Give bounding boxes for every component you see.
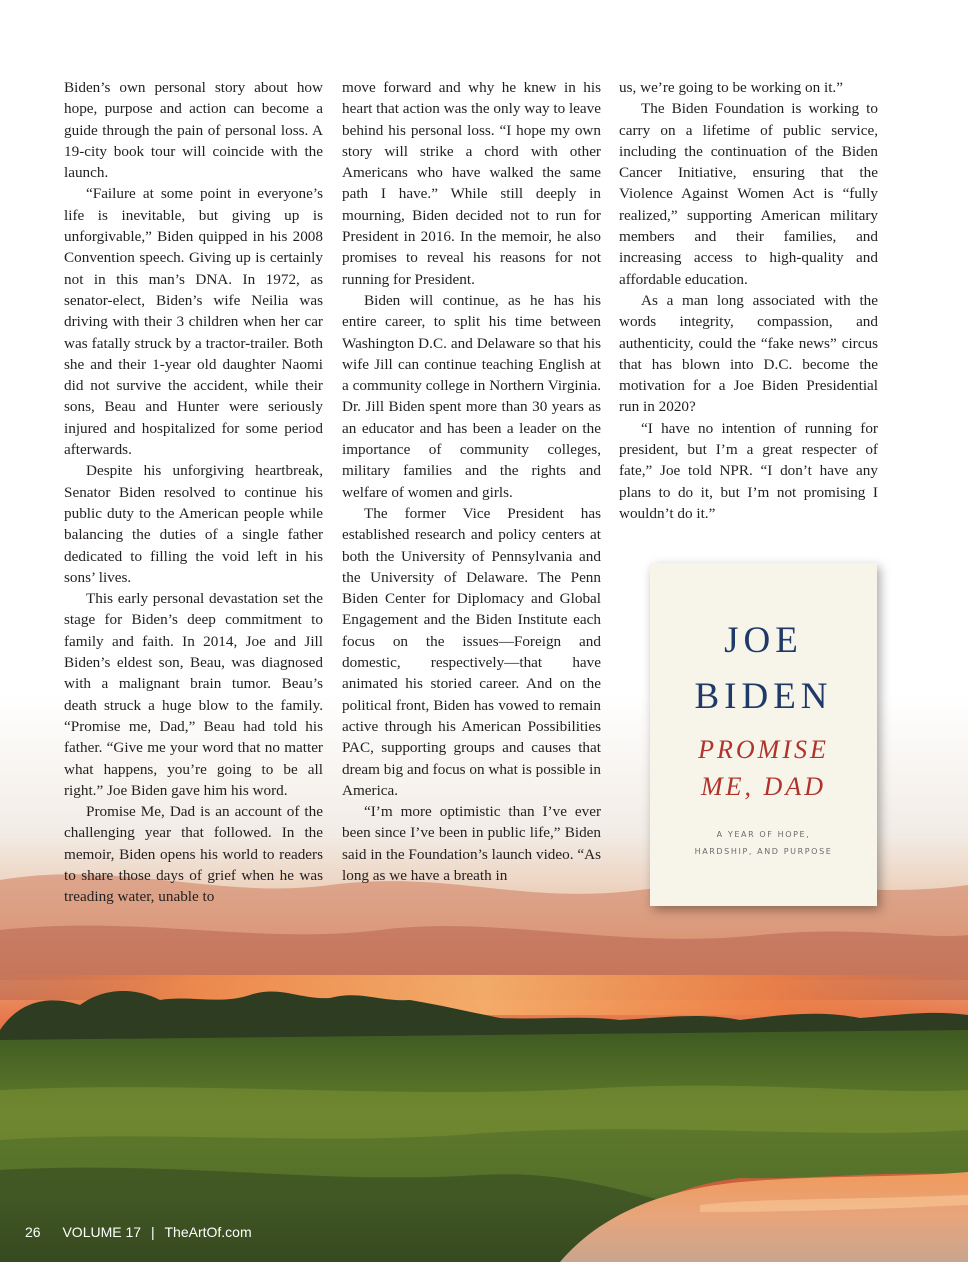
book-subtitle — [650, 826, 877, 860]
book-subtitle-line: HARDSHIP, AND PURPOSE — [694, 847, 833, 856]
book-subtitle-line: A YEAR OF HOPE, — [716, 830, 811, 839]
paragraph: As a man long associated with the words integrity, compassion, and authenticity, could the “fake news” circus that has blown into D.C. become the motivation for a Joe Biden Presidential run in 2020? — [619, 291, 878, 416]
book-title — [650, 731, 877, 805]
paragraph: “I’m more optimistic than I’ve ever been since I’ve been in public life,” Biden said in the Foundation’s launch video. “As long as we have a breath in — [342, 803, 601, 884]
paragraph: Promise Me, Dad is an account of the challenging year that followed. In the memoir, Biden opens his world to readers to share those days of grief when he was treading water, unable to — [64, 803, 323, 906]
site-link[interactable]: TheArtOf.com — [164, 1224, 252, 1240]
article-column-1 — [64, 77, 323, 908]
paragraph: Biden’s own personal story about how hope, purpose and action can become a guide through the pain of personal loss. A 19-city book tour will coincide with the launch. — [64, 79, 323, 182]
paragraph: move forward and why he knew in his heart that action was the only way to leave behind his personal loss. “I hope my own story will strike a chord with other Americans who have walked the same path I have.” While still deeply in mourning, Biden decided not to run for President in 2016. In the memoir, he also promises to reveal his reasons for not running for President. — [342, 79, 601, 288]
book-author — [650, 613, 877, 725]
paragraph: “I have no intention of running for president, but I’m a great respecter of fate,” Joe told NPR. “I don’t have any plans to do it, but I’m not promising I wouldn’t do it.” — [619, 419, 878, 522]
paragraph: This early personal devastation set the stage for Biden’s deep commitment to family and faith. In 2014, Joe and Jill Biden’s eldest son, Beau, was diagnosed with a malignant brain tumor. Beau’s death struck a huge blow to the family. “Promise me, Dad,” Beau had told his father. “Give me your word that no matter what happens, you’re going to be all right.” Joe Biden gave him his word. — [64, 590, 323, 799]
book-title-line: ME, DAD — [701, 772, 826, 801]
paragraph: Despite his unforgiving heartbreak, Senator Biden resolved to continue his public duty to the American people while balancing the duties of a single father dedicated to filling the void left in his sons’ lives. — [64, 462, 323, 586]
paragraph: The former Vice President has established research and policy centers at both the University of Pennsylvania and the University of Delaware. The Penn Biden Center for Diplomacy and Global Engagement and the Biden Institute each focus on the issues—Foreign and domestic, respectively—that have animated his storied career. And on the political front, Biden has vowed to remain active through his American Possibilities PAC, supporting groups and causes that dream big and focus on what is possible in America. — [342, 504, 601, 799]
article-column-2 — [342, 77, 601, 886]
paragraph: “Failure at some point in everyone’s life is inevitable, but giving up is unforgivable,” Biden quipped in his 2008 Convention speech. Giving up is certainly not in this man’s DNA. In 1972, as senator-elect, Biden’s wife Neilia was driving with their 3 children when her car was fatally struck by a tractor-trailer. Both she and their 1-year old daughter Naomi did not survive the accident, while their sons, Beau and Hunter were seriously injured and hospitalized for some period afterwards. — [64, 185, 323, 459]
page-footer — [25, 1224, 252, 1240]
paragraph: Biden will continue, as he has his entire career, to split his time between Washington D.C. and Delaware so that his wife Jill can continue teaching English at a community college in Northern Virginia. Dr. Jill Biden spent more than 30 years as an educator and has been a leader on the importance of community colleges, military families and the rights and welfare of women and girls. — [342, 291, 601, 501]
article-column-3 — [619, 77, 878, 524]
book-author-line: BIDEN — [694, 676, 833, 717]
book-cover — [650, 563, 877, 906]
book-title-line: PROMISE — [698, 735, 829, 764]
paragraph: The Biden Foundation is working to carry on a lifetime of public service, including the continuation of the Biden Cancer Initiative, ensuring that the Violence Against Women Act is “fully realized,” supporting American military members and their families, and increasing access to high-quality and affordable education. — [619, 100, 878, 288]
footer-separator: | — [150, 1224, 155, 1240]
paragraph: us, we’re going to be working on it.” — [619, 79, 843, 96]
book-author-line: JOE — [724, 620, 803, 661]
page-number: 26 — [25, 1224, 41, 1240]
volume-label: VOLUME 17 — [62, 1224, 142, 1240]
